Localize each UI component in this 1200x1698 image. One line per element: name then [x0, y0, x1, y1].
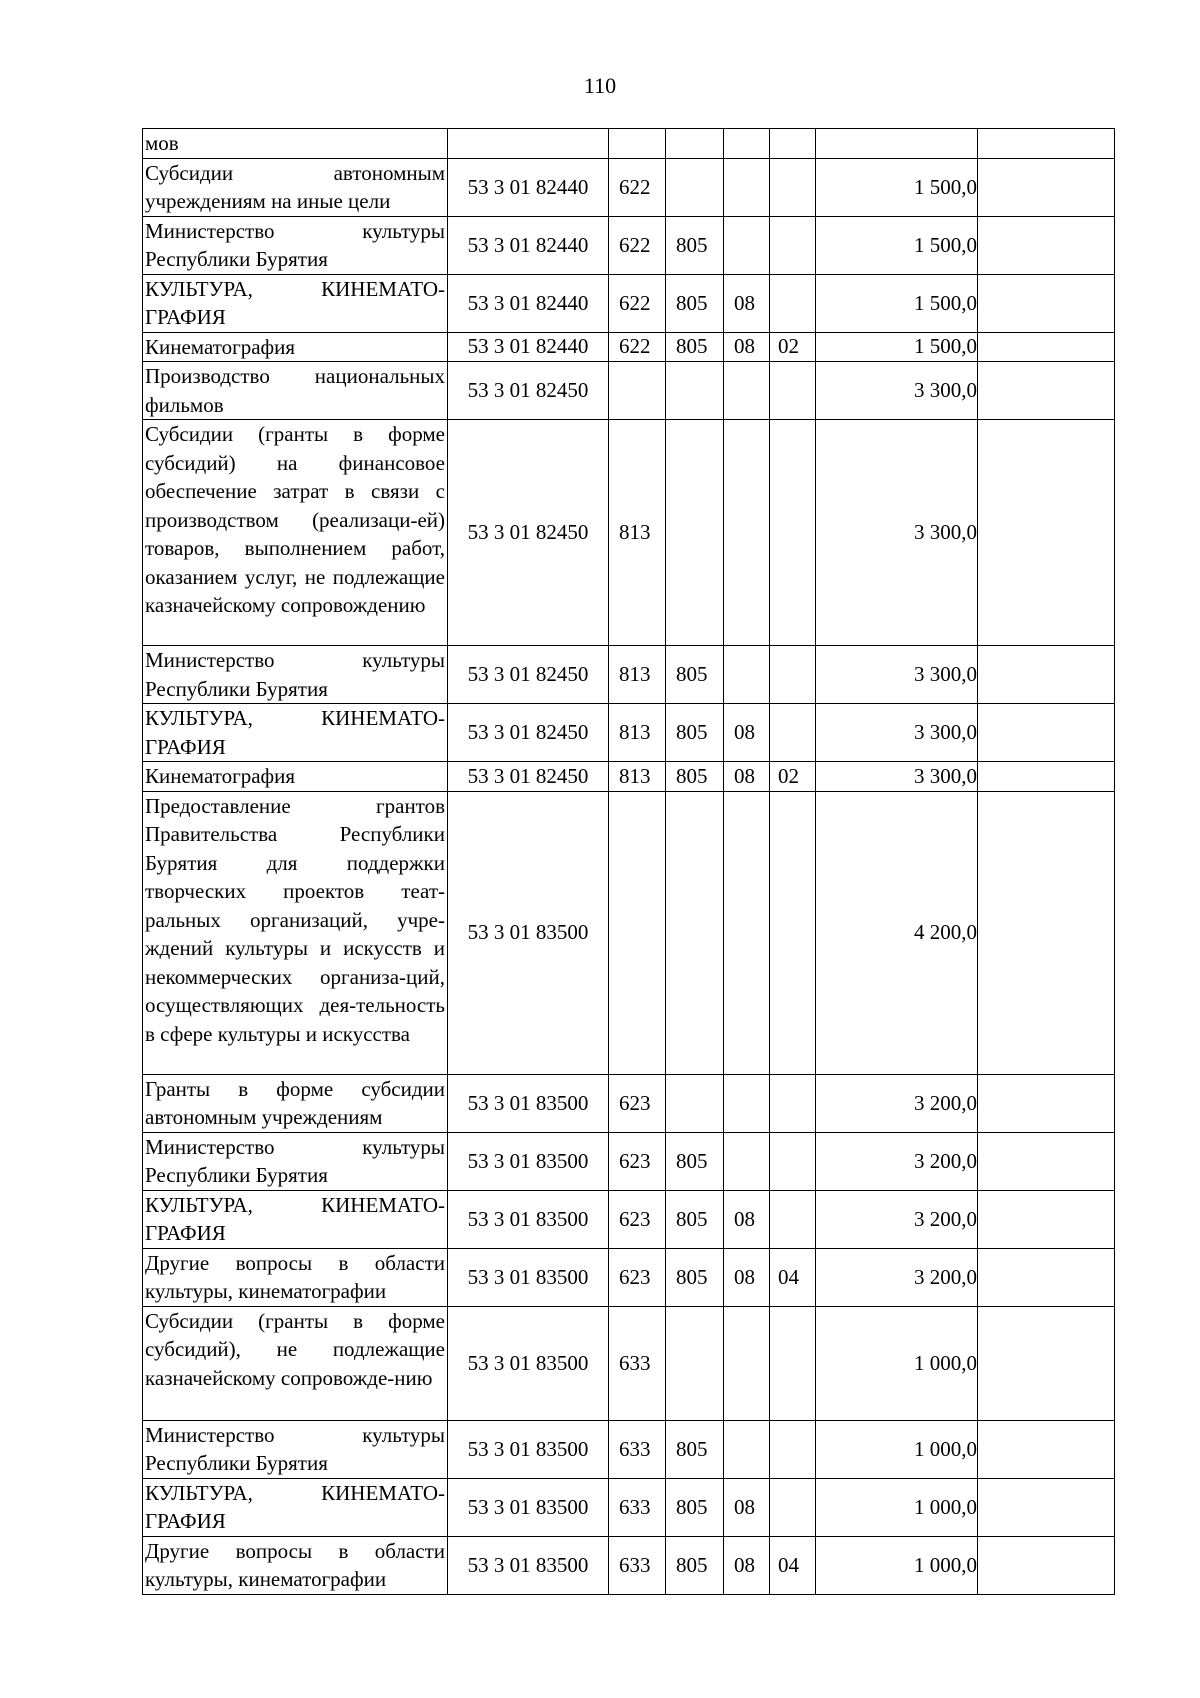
section-code-cell: 08: [724, 1478, 770, 1536]
expense-type-code-cell: [609, 791, 666, 1074]
amount-cell: 1 000,0: [816, 1536, 978, 1594]
amount-cell: 1 000,0: [816, 1478, 978, 1536]
target-article-code-cell: 53 3 01 83500: [448, 1420, 609, 1478]
section-code-cell: 08: [724, 762, 770, 792]
row-name-cell: КУЛЬТУРА, КИНЕМАТО-ГРАФИЯ: [143, 704, 448, 762]
amount-cell: 3 300,0: [816, 362, 978, 420]
ministry-code-cell: [666, 1074, 724, 1132]
amount-cell: 3 200,0: [816, 1248, 978, 1306]
target-article-code-cell: 53 3 01 82440: [448, 216, 609, 274]
expense-type-code-cell: 622: [609, 274, 666, 332]
amount-cell: 3 300,0: [816, 704, 978, 762]
empty-cell: [978, 1478, 1115, 1536]
section-code-cell: 08: [724, 1536, 770, 1594]
row-name-cell: КУЛЬТУРА, КИНЕМАТО-ГРАФИЯ: [143, 1478, 448, 1536]
target-article-code-cell: 53 3 01 82450: [448, 646, 609, 704]
ministry-code-cell: [666, 362, 724, 420]
empty-cell: [978, 1190, 1115, 1248]
section-code-cell: [724, 362, 770, 420]
subsection-code-cell: [770, 791, 816, 1074]
expense-type-code-cell: 813: [609, 704, 666, 762]
amount-cell: 4 200,0: [816, 791, 978, 1074]
expense-type-code-cell: 813: [609, 762, 666, 792]
target-article-code-cell: 53 3 01 82450: [448, 704, 609, 762]
amount-cell: 3 200,0: [816, 1190, 978, 1248]
amount-cell: [816, 129, 978, 159]
table-row: [143, 1190, 1115, 1248]
row-name-cell: Предоставление грантов Правительства Республики Бурятия для поддержки творческих проектов теат-ральных организаций, учре-ждений культуры и искусств и некоммерческих организа-ций, осуществляющих дея-тельность в сфере культуры и искусства: [143, 791, 448, 1074]
empty-cell: [978, 762, 1115, 792]
expense-type-code-cell: 623: [609, 1074, 666, 1132]
section-code-cell: 08: [724, 332, 770, 362]
target-article-code-cell: [448, 129, 609, 159]
ministry-code-cell: 805: [666, 216, 724, 274]
expense-type-code-cell: 623: [609, 1248, 666, 1306]
subsection-code-cell: 04: [770, 1536, 816, 1594]
amount-cell: 1 000,0: [816, 1306, 978, 1420]
amount-cell: 3 200,0: [816, 1074, 978, 1132]
amount-cell: 1 000,0: [816, 1420, 978, 1478]
subsection-code-cell: [770, 274, 816, 332]
empty-cell: [978, 1536, 1115, 1594]
table-row: [143, 1536, 1115, 1594]
table-row: [143, 274, 1115, 332]
section-code-cell: [724, 791, 770, 1074]
table-row: [143, 1132, 1115, 1190]
target-article-code-cell: 53 3 01 82450: [448, 420, 609, 646]
empty-cell: [978, 1074, 1115, 1132]
empty-cell: [978, 791, 1115, 1074]
row-name-cell: Субсидии (гранты в форме субсидий) на финансовое обеспечение затрат в связи с производством (реализаци-ей) товаров, выполнением работ, оказанием услуг, не подлежащие казначейскому сопровождению: [143, 420, 448, 646]
row-name-cell: Другие вопросы в области культуры, кинематографии: [143, 1248, 448, 1306]
ministry-code-cell: 805: [666, 1190, 724, 1248]
empty-cell: [978, 1306, 1115, 1420]
empty-cell: [978, 158, 1115, 216]
section-code-cell: 08: [724, 1190, 770, 1248]
amount-cell: 1 500,0: [816, 216, 978, 274]
expense-type-code-cell: [609, 362, 666, 420]
ministry-code-cell: 805: [666, 1478, 724, 1536]
target-article-code-cell: 53 3 01 83500: [448, 1190, 609, 1248]
section-code-cell: 08: [724, 704, 770, 762]
expense-type-code-cell: 633: [609, 1478, 666, 1536]
subsection-code-cell: [770, 646, 816, 704]
expense-type-code-cell: 633: [609, 1306, 666, 1420]
subsection-code-cell: [770, 1420, 816, 1478]
row-name-cell: Производство национальных фильмов: [143, 362, 448, 420]
subsection-code-cell: [770, 216, 816, 274]
expense-type-code-cell: 622: [609, 332, 666, 362]
empty-cell: [978, 216, 1115, 274]
ministry-code-cell: [666, 791, 724, 1074]
amount-cell: 3 300,0: [816, 420, 978, 646]
table-row: [143, 1248, 1115, 1306]
ministry-code-cell: 805: [666, 1536, 724, 1594]
target-article-code-cell: 53 3 01 83500: [448, 1132, 609, 1190]
row-name-cell: Гранты в форме субсидии автономным учреждениям: [143, 1074, 448, 1132]
section-code-cell: 08: [724, 274, 770, 332]
subsection-code-cell: [770, 1306, 816, 1420]
table-row: [143, 1306, 1115, 1420]
table-row: [143, 332, 1115, 362]
empty-cell: [978, 1420, 1115, 1478]
section-code-cell: 08: [724, 1248, 770, 1306]
ministry-code-cell: 805: [666, 646, 724, 704]
table-row: [143, 362, 1115, 420]
table-row: [143, 216, 1115, 274]
expense-type-code-cell: 633: [609, 1420, 666, 1478]
subsection-code-cell: [770, 1190, 816, 1248]
row-name-cell: Министерство культуры Республики Бурятия: [143, 646, 448, 704]
table-row: [143, 704, 1115, 762]
empty-cell: [978, 420, 1115, 646]
target-article-code-cell: 53 3 01 82440: [448, 332, 609, 362]
subsection-code-cell: [770, 158, 816, 216]
table-row: [143, 1074, 1115, 1132]
table-row: [143, 1420, 1115, 1478]
amount-cell: 1 500,0: [816, 158, 978, 216]
amount-cell: 3 300,0: [816, 646, 978, 704]
target-article-code-cell: 53 3 01 82440: [448, 274, 609, 332]
target-article-code-cell: 53 3 01 83500: [448, 1074, 609, 1132]
row-name-cell: мов: [143, 129, 448, 159]
empty-cell: [978, 704, 1115, 762]
amount-cell: 1 500,0: [816, 274, 978, 332]
table-row: [143, 129, 1115, 159]
ministry-code-cell: [666, 1306, 724, 1420]
row-name-cell: КУЛЬТУРА, КИНЕМАТО-ГРАФИЯ: [143, 1190, 448, 1248]
table-row: [143, 158, 1115, 216]
expense-type-code-cell: 813: [609, 646, 666, 704]
expense-type-code-cell: 623: [609, 1190, 666, 1248]
empty-cell: [978, 1132, 1115, 1190]
table-row: [143, 1478, 1115, 1536]
subsection-code-cell: [770, 420, 816, 646]
row-name-cell: Субсидии автономным учреждениям на иные цели: [143, 158, 448, 216]
empty-cell: [978, 362, 1115, 420]
subsection-code-cell: [770, 1074, 816, 1132]
target-article-code-cell: 53 3 01 82440: [448, 158, 609, 216]
ministry-code-cell: [666, 420, 724, 646]
subsection-code-cell: [770, 362, 816, 420]
target-article-code-cell: 53 3 01 83500: [448, 791, 609, 1074]
expense-type-code-cell: 622: [609, 216, 666, 274]
section-code-cell: [724, 1306, 770, 1420]
subsection-code-cell: [770, 1478, 816, 1536]
row-name-cell: Кинематография: [143, 762, 448, 792]
section-code-cell: [724, 158, 770, 216]
subsection-code-cell: [770, 129, 816, 159]
table-row: [143, 646, 1115, 704]
section-code-cell: [724, 420, 770, 646]
section-code-cell: [724, 646, 770, 704]
subsection-code-cell: 02: [770, 332, 816, 362]
subsection-code-cell: 04: [770, 1248, 816, 1306]
ministry-code-cell: [666, 129, 724, 159]
expense-type-code-cell: [609, 129, 666, 159]
table-body: [143, 129, 1115, 1595]
expense-type-code-cell: 623: [609, 1132, 666, 1190]
expense-type-code-cell: 622: [609, 158, 666, 216]
empty-cell: [978, 274, 1115, 332]
target-article-code-cell: 53 3 01 83500: [448, 1248, 609, 1306]
row-name-cell: Кинематография: [143, 332, 448, 362]
section-code-cell: [724, 129, 770, 159]
ministry-code-cell: 805: [666, 704, 724, 762]
section-code-cell: [724, 1132, 770, 1190]
empty-cell: [978, 1248, 1115, 1306]
empty-cell: [978, 129, 1115, 159]
amount-cell: 3 200,0: [816, 1132, 978, 1190]
section-code-cell: [724, 1420, 770, 1478]
expense-type-code-cell: 633: [609, 1536, 666, 1594]
ministry-code-cell: 805: [666, 274, 724, 332]
target-article-code-cell: 53 3 01 82450: [448, 762, 609, 792]
ministry-code-cell: [666, 158, 724, 216]
row-name-cell: Министерство культуры Республики Бурятия: [143, 1132, 448, 1190]
row-name-cell: КУЛЬТУРА, КИНЕМАТО-ГРАФИЯ: [143, 274, 448, 332]
section-code-cell: [724, 1074, 770, 1132]
page-number: 110: [583, 73, 617, 98]
target-article-code-cell: 53 3 01 83500: [448, 1478, 609, 1536]
expense-type-code-cell: 813: [609, 420, 666, 646]
target-article-code-cell: 53 3 01 82450: [448, 362, 609, 420]
row-name-cell: Другие вопросы в области культуры, кинематографии: [143, 1536, 448, 1594]
ministry-code-cell: 805: [666, 332, 724, 362]
ministry-code-cell: 805: [666, 1420, 724, 1478]
target-article-code-cell: 53 3 01 83500: [448, 1536, 609, 1594]
empty-cell: [978, 646, 1115, 704]
budget-table: [142, 128, 1115, 1595]
row-name-cell: Министерство культуры Республики Бурятия: [143, 216, 448, 274]
table-row: [143, 762, 1115, 792]
table-row: [143, 420, 1115, 646]
subsection-code-cell: [770, 704, 816, 762]
amount-cell: 1 500,0: [816, 332, 978, 362]
subsection-code-cell: [770, 1132, 816, 1190]
amount-cell: 3 300,0: [816, 762, 978, 792]
empty-cell: [978, 332, 1115, 362]
row-name-cell: Субсидии (гранты в форме субсидий), не подлежащие казначейскому сопровожде-нию: [143, 1306, 448, 1420]
section-code-cell: [724, 216, 770, 274]
ministry-code-cell: 805: [666, 1132, 724, 1190]
ministry-code-cell: 805: [666, 1248, 724, 1306]
table-row: [143, 791, 1115, 1074]
row-name-cell: Министерство культуры Республики Бурятия: [143, 1420, 448, 1478]
ministry-code-cell: 805: [666, 762, 724, 792]
target-article-code-cell: 53 3 01 83500: [448, 1306, 609, 1420]
subsection-code-cell: 02: [770, 762, 816, 792]
